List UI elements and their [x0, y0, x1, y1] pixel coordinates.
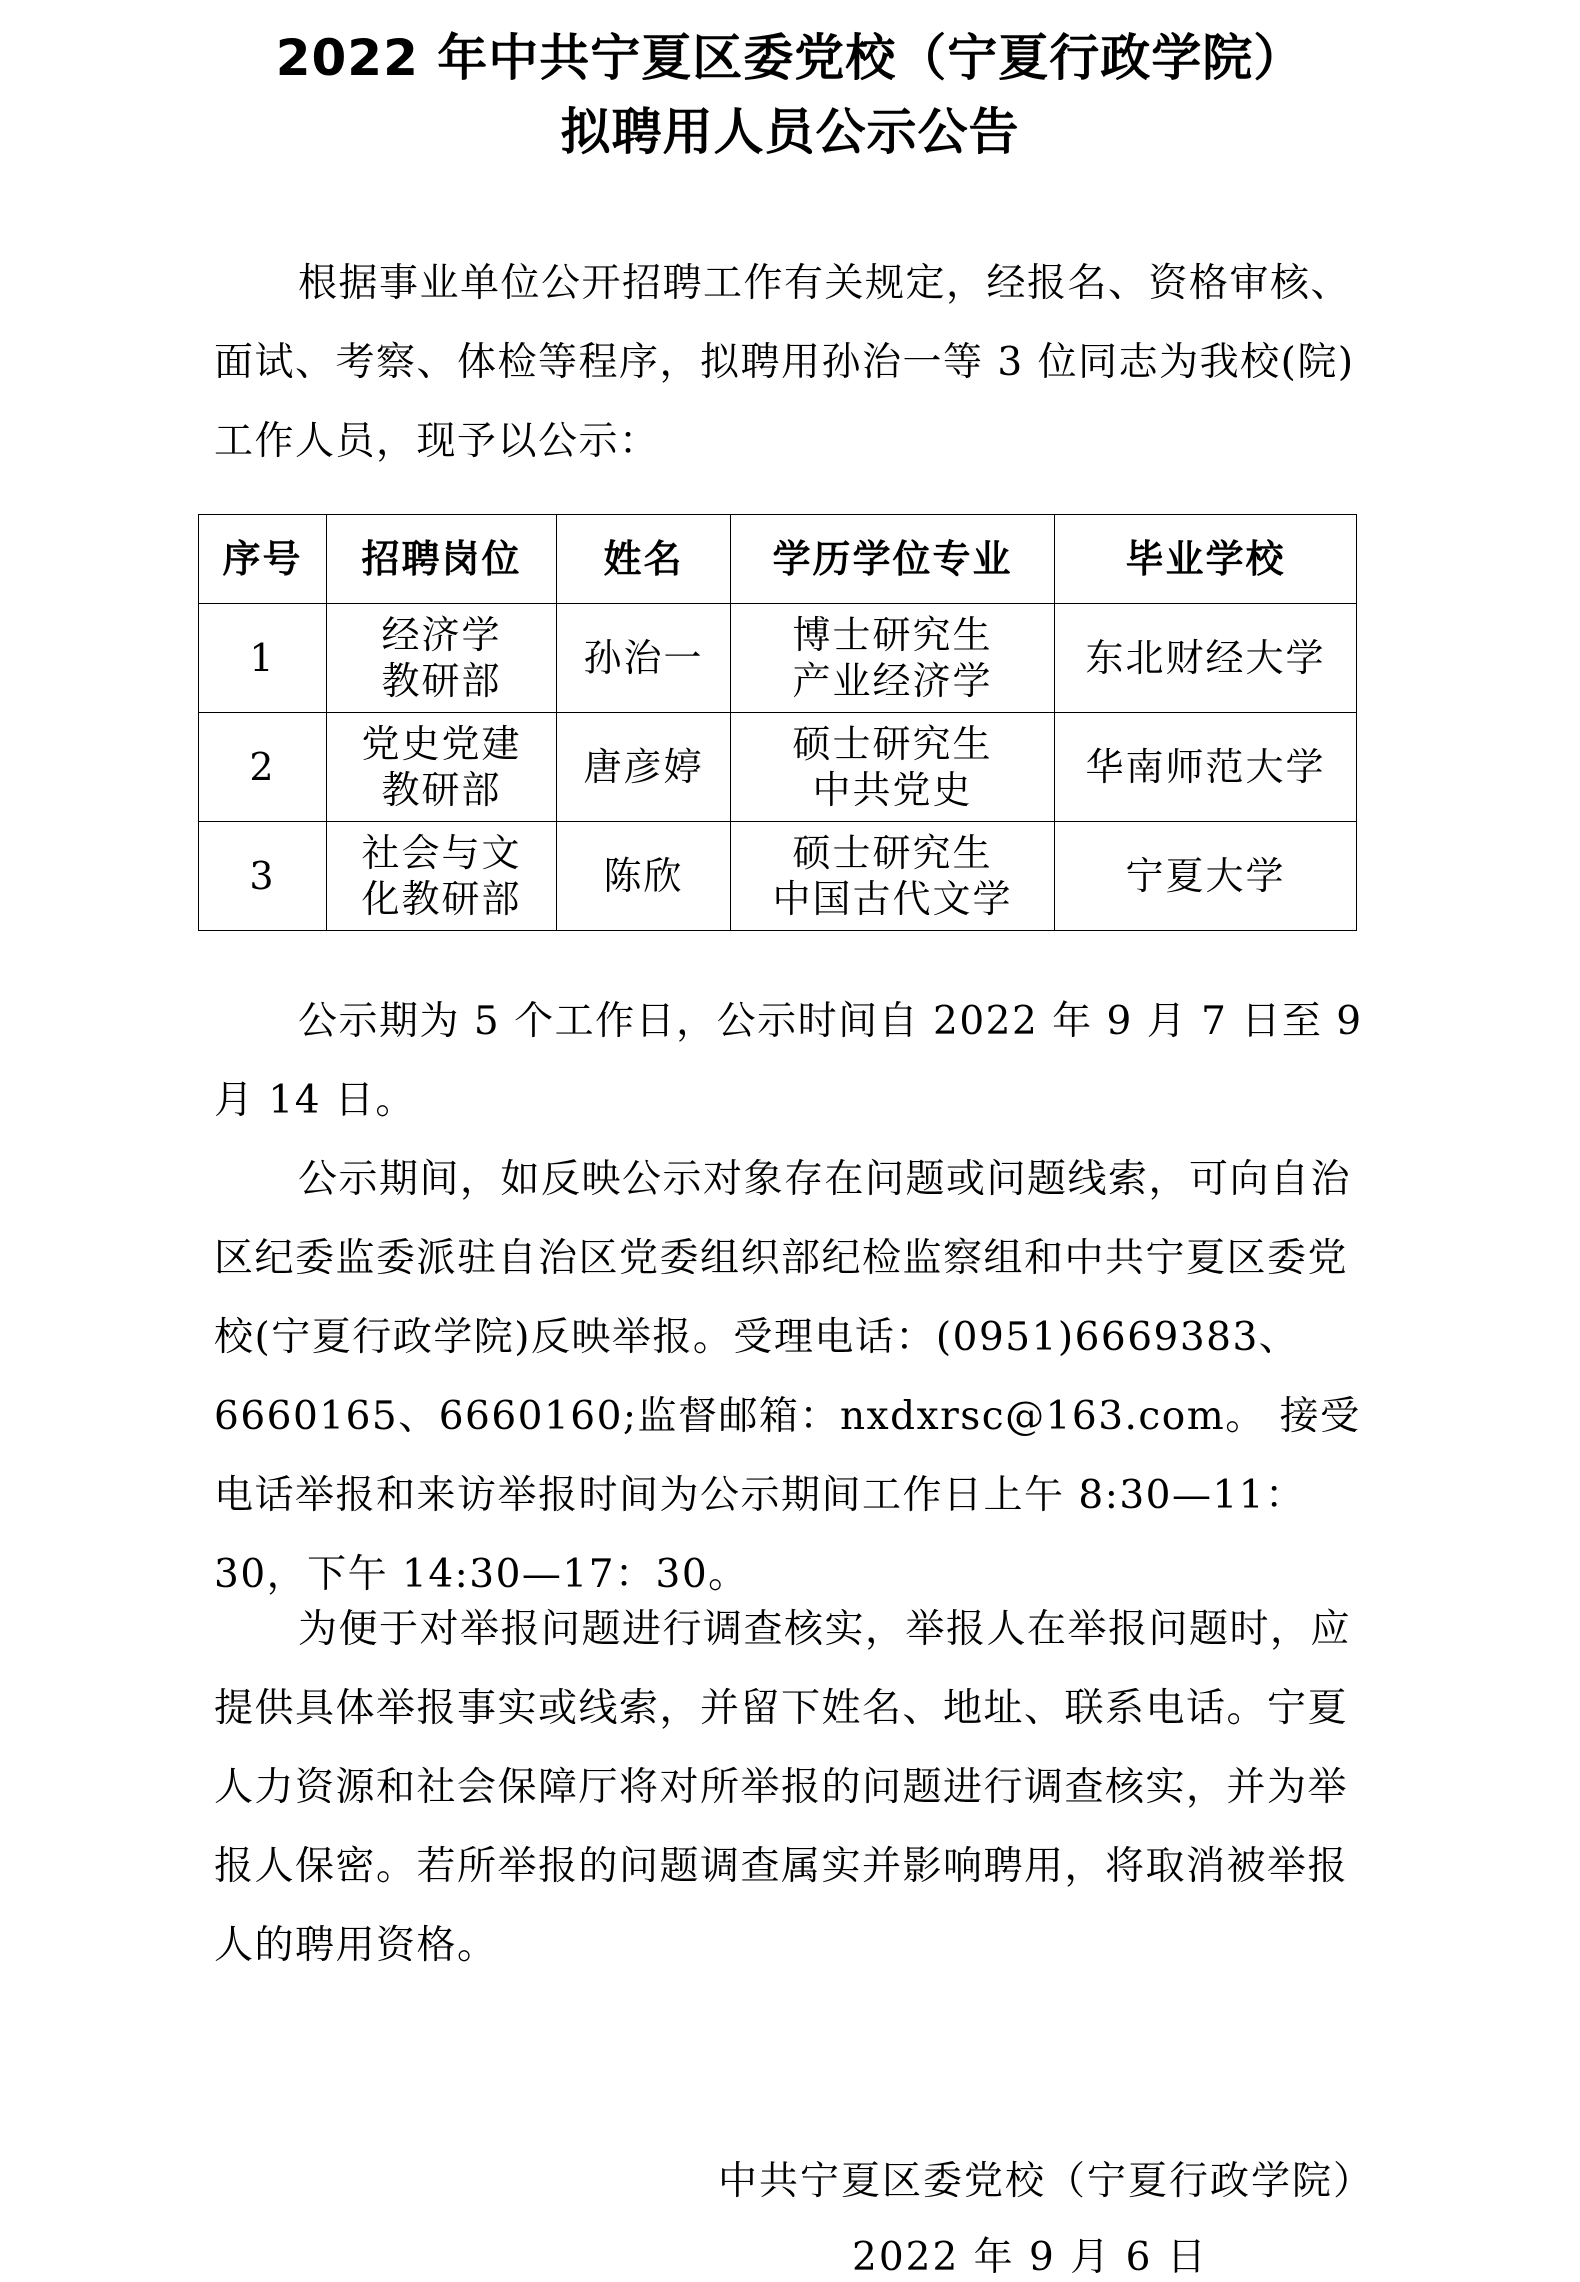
cell-position [327, 713, 557, 822]
cell-no: 1 [199, 604, 327, 713]
table-row [199, 713, 1357, 822]
cell-degree-line1: 硕士研究生 [792, 722, 993, 766]
intro-paragraph: 根据事业单位公开招聘工作有关规定，经报名、资格审核、面试、考察、体检等程序，拟聘用孙治一等 3 位同志为我校(院)工作人员，现予以公示： [214, 261, 1355, 464]
cell-position-line2: 化教研部 [361, 877, 522, 921]
cell-name: 孙治一 [557, 604, 731, 713]
cell-degree [731, 604, 1055, 713]
signature-date: 2022 年 9 月 6 日 [852, 2235, 1208, 2280]
complaint-paragraph: 公示期间，如反映公示对象存在问题或问题线索，可向自治区纪委监委派驻自治区党委组织部纪检监察组和中共宁夏区委党校(宁夏行政学院)反映举报。受理电话：(0951)6669383、6660165、6660160;监督邮箱：nxdxrsc@163.com。 接受电话举报和来访举报时间为公示期间工作日上午 8:30—11：30，下午 14:30—17：30。 [214, 1157, 1361, 1597]
cell-name: 陈欣 [557, 822, 731, 931]
cell-no: 2 [199, 713, 327, 822]
table-header-row [199, 515, 1357, 604]
header-position: 招聘岗位 [327, 515, 557, 604]
period-paragraph: 公示期为 5 个工作日，公示时间自 2022 年 9 月 7 日至 9 月 14 日。 [214, 999, 1363, 1123]
cell-position-line2: 教研部 [381, 768, 502, 812]
cell-school: 宁夏大学 [1055, 822, 1357, 931]
candidate-table [198, 514, 1357, 931]
cell-degree-line1: 博士研究生 [792, 613, 993, 657]
header-name: 姓名 [557, 515, 731, 604]
cell-name: 唐彦婷 [557, 713, 731, 822]
cell-degree-line2: 产业经济学 [792, 659, 993, 703]
cell-no: 3 [199, 822, 327, 931]
cell-position-line1: 经济学 [381, 613, 502, 657]
notice-title-line2: 拟聘用人员公示公告 [560, 103, 1020, 161]
signature-organization: 中共宁夏区委党校（宁夏行政学院） [717, 2159, 1374, 2204]
cell-position [327, 822, 557, 931]
cell-degree-line2: 中共党史 [812, 768, 973, 812]
table-row [199, 822, 1357, 931]
instruction-paragraph: 为便于对举报问题进行调查核实，举报人在举报问题时，应提供具体举报事实或线索，并留下姓名、地址、联系电话。宁夏人力资源和社会保障厅将对所举报的问题进行调查核实，并为举报人保密。若所举报的问题调查属实并影响聘用，将取消被举报人的聘用资格。 [214, 1607, 1352, 1968]
header-degree: 学历学位专业 [731, 515, 1055, 604]
cell-position [327, 604, 557, 713]
cell-position-line1: 社会与文 [361, 831, 522, 875]
cell-position-line1: 党史党建 [361, 722, 522, 766]
cell-school: 华南师范大学 [1055, 713, 1357, 822]
cell-school: 东北财经大学 [1055, 604, 1357, 713]
cell-degree [731, 713, 1055, 822]
cell-degree-line1: 硕士研究生 [792, 831, 993, 875]
cell-position-line2: 教研部 [381, 659, 502, 703]
header-no: 序号 [199, 515, 327, 604]
cell-degree-line2: 中国古代文学 [772, 877, 1013, 921]
table-row [199, 604, 1357, 713]
notice-title-line1: 2022 年中共宁夏区委党校（宁夏行政学院） [275, 29, 1305, 87]
cell-degree [731, 822, 1055, 931]
header-school: 毕业学校 [1055, 515, 1357, 604]
